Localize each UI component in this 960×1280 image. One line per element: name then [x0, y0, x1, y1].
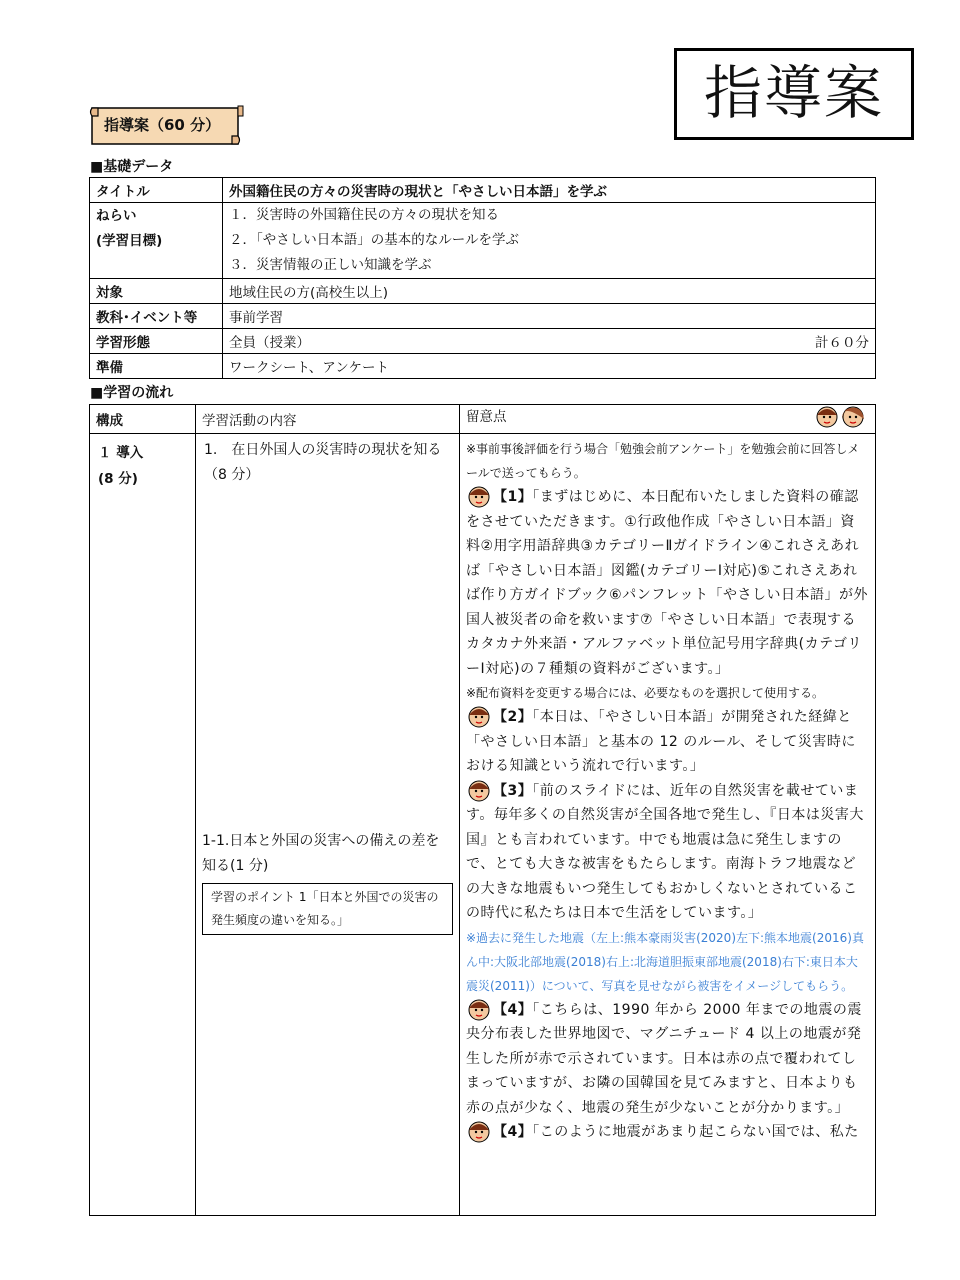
aim-item: ３．災害情報の正しい知識を学ぶ: [229, 257, 432, 273]
basic-data-heading: ■基礎データ: [90, 159, 174, 175]
speaker-face-icon: [466, 779, 492, 803]
speaker-face-icon: [466, 705, 492, 729]
plan-duration-label: 指導案（60 分）: [104, 116, 221, 134]
pre-survey-note: ※事前事後評価を行う場合「勉強会前アンケート」を勉強会前に回答しメールで送ってもらう。: [466, 442, 860, 480]
distribution-note: ※配布資料を変更する場合には、必要なものを選択して使用する。: [466, 686, 825, 700]
form-key: 学習形態: [90, 329, 223, 354]
learning-flow-table: [89, 404, 876, 1216]
form-value: 全員（授業） 計６０分: [223, 329, 876, 354]
activity-1: 1. 在日外国人の災害時の現状を知る（8 分）: [204, 442, 442, 483]
speech-2: 【2】「本日は、「やさしい日本語」が開発された経緯と「やさしい日本語」と基本の 12 のルール、そして災害時における知識という流れで行います。」: [466, 705, 869, 779]
title-key: タイトル: [90, 178, 223, 203]
plan-scroll-label: [88, 103, 248, 149]
activity-cell: [196, 434, 460, 1216]
speaker-face-icon: [466, 485, 492, 509]
speaker-face-icon: [466, 998, 492, 1022]
form-total: 計６０分: [815, 335, 869, 351]
speaker-face-icon: [466, 1120, 492, 1144]
aim-item: １．災害時の外国籍住民の方々の現状を知る: [229, 207, 499, 223]
subject-key: 教科･イベント等: [90, 304, 223, 329]
teacher-faces-icon: [811, 405, 869, 433]
aim-item: ２．「やさしい日本語」の基本的なルールを学ぶ: [229, 232, 519, 248]
target-value: 地域住民の方(高校生以上): [223, 279, 876, 304]
prep-key: 準備: [90, 354, 223, 379]
aim-list: [223, 203, 876, 279]
prep-value: ワークシート、アンケート: [223, 354, 876, 379]
target-key: 対象: [90, 279, 223, 304]
speech-4: 【4】「こちらは、1990 年から 2000 年までの地震の震央分布表した世界地図で、マグニチュード 4 以上の地震が発生した所が赤で示されています。日本は赤の点で覆われてしまっていますが、お隣の国韓国を見てみますと、日本よりも赤の点が少なく、地震の発生が少ないことが分かります。」: [466, 998, 869, 1121]
earthquake-photo-note: ※過去に発生した地震（左上:熊本豪雨災害(2020)左下:熊本地震(2016)真ん中:大阪北部地震(2018)右上:北海道胆振東部地震(2018)右下:東日本大震災(2011)）について、写真を見せながら被害をイメージしてもらう。: [466, 930, 864, 993]
subject-value: 事前学習: [223, 304, 876, 329]
notes-cell: [460, 434, 876, 1216]
speech-5: 【4】「このように地震があまり起こらない国では、私た: [466, 1120, 869, 1145]
page-big-title: 指導案: [674, 48, 914, 140]
speech-1: 【1】「まずはじめに、本日配布いたしました資料の確認をさせていただきます。①行政他作成「やさしい日本語」資料②用字用語辞典③カテゴリーⅡガイドライン④これさえあれば「やさしい日本語」図鑑(カテゴリーⅠ対応)⑤これさえあれば作り方ガイドブック⑥パンフレット「やさしい日本語」が外国人被災者の命を救います⑦「やさしい日本語」で表現するカタカナ外来語・アルファベット単位記号用字辞典(カテゴリーⅠ対応)の７種類の資料がございます。」: [466, 485, 869, 681]
title-value: 外国籍住民の方々の災害時の現状と「やさしい日本語」を学ぶ: [223, 178, 876, 203]
col-structure: 構成: [90, 405, 196, 434]
speech-3: 【3】「前のスライドには、近年の自然災害を載せています。毎年多くの自然災害が全国各地で発生し、『日本は災害大国』とも言われています。中でも地震は急に発生しますので、とても大きな被害をもたらします。南海トラフ地震などの大きな地震もいつ発生してもおかしくないとされているこの時代に私たちは日本で生活をしています。」: [466, 779, 869, 926]
aim-key: ねらい (学習目標): [90, 203, 223, 279]
section-intro: １ 導入 (8 分): [90, 434, 196, 1216]
activity-1-1: 1-1.日本と外国の災害への備えの差を知る(1 分): [202, 833, 440, 874]
learning-point-box: 学習のポイント 1「日本と外国での災害の発生頻度の違いを知る。」: [202, 883, 453, 935]
col-notes: 留意点: [460, 405, 876, 434]
basic-data-table: [89, 177, 876, 379]
flow-heading: ■学習の流れ: [90, 385, 174, 401]
col-activity: 学習活動の内容: [196, 405, 460, 434]
